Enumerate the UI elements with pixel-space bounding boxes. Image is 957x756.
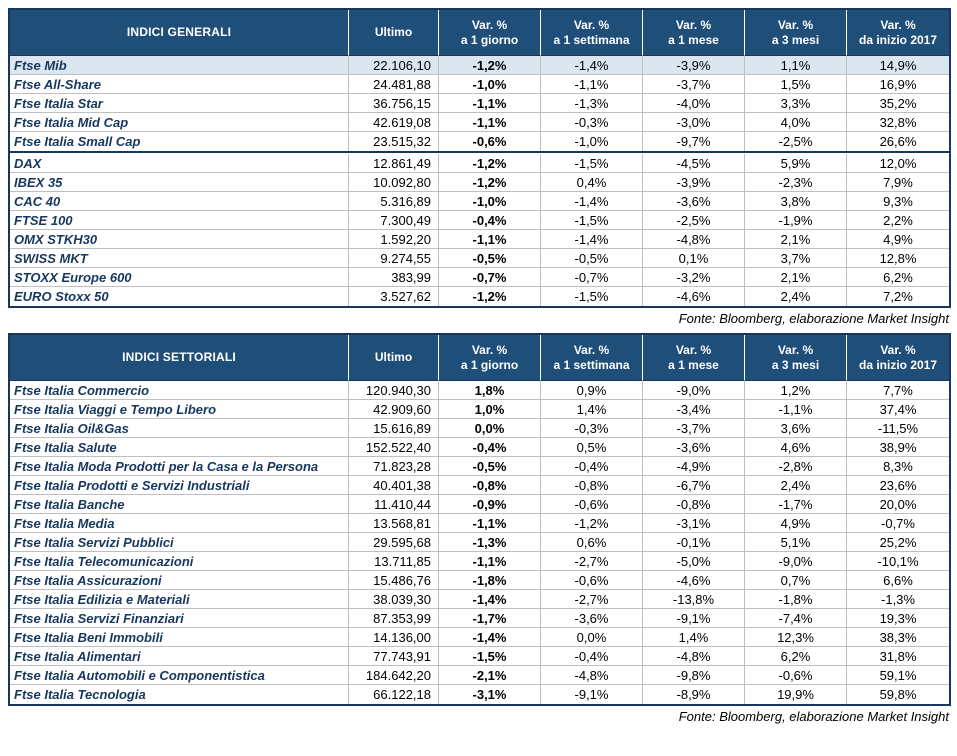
var-value: 9,3%	[847, 192, 949, 211]
indici-settoriali-table	[8, 333, 951, 706]
var-value: -5,0%	[643, 552, 745, 571]
var-value: -1,3%	[439, 533, 541, 552]
index-name: FTSE 100	[10, 211, 349, 230]
var-value: -2,8%	[745, 457, 847, 476]
var-value: -0,5%	[439, 457, 541, 476]
table-row	[10, 268, 949, 287]
var-value: -1,1%	[439, 113, 541, 132]
ultimo-value: 23.515,32	[349, 132, 439, 151]
var-value: -1,0%	[439, 75, 541, 94]
table-row	[10, 419, 949, 438]
index-name: Ftse Italia Assicurazioni	[10, 571, 349, 590]
ultimo-value: 15.616,89	[349, 419, 439, 438]
index-name: Ftse Italia Star	[10, 94, 349, 113]
column-header: Var. % a 3 mesi	[745, 10, 847, 56]
table-row	[10, 685, 949, 704]
var-value: 6,2%	[847, 268, 949, 287]
var-value: -1,1%	[541, 75, 643, 94]
column-header: Var. % a 1 mese	[643, 10, 745, 56]
ultimo-value: 152.522,40	[349, 438, 439, 457]
var-value: -9,7%	[643, 132, 745, 151]
ultimo-value: 11.410,44	[349, 495, 439, 514]
index-name: Ftse Italia Mid Cap	[10, 113, 349, 132]
var-value: -2,7%	[541, 590, 643, 609]
var-value: 3,7%	[745, 249, 847, 268]
index-name: Ftse Italia Small Cap	[10, 132, 349, 151]
var-value: -1,8%	[439, 571, 541, 590]
ultimo-value: 184.642,20	[349, 666, 439, 685]
var-value: 6,6%	[847, 571, 949, 590]
var-value: 20,0%	[847, 495, 949, 514]
table-row	[10, 287, 949, 306]
var-value: -4,8%	[643, 230, 745, 249]
table-row	[10, 514, 949, 533]
var-value: 6,2%	[745, 647, 847, 666]
index-name: Ftse Italia Commercio	[10, 381, 349, 400]
var-value: -1,3%	[847, 590, 949, 609]
index-name: DAX	[10, 154, 349, 173]
var-value: -1,2%	[439, 154, 541, 173]
var-value: 38,9%	[847, 438, 949, 457]
ultimo-value: 13.711,85	[349, 552, 439, 571]
index-name: Ftse Italia Alimentari	[10, 647, 349, 666]
var-value: 38,3%	[847, 628, 949, 647]
var-value: -1,0%	[439, 192, 541, 211]
var-value: -4,8%	[643, 647, 745, 666]
var-value: 1,8%	[439, 381, 541, 400]
header-row	[10, 335, 949, 381]
indici-generali-section	[8, 8, 949, 327]
var-value: -1,1%	[439, 514, 541, 533]
table-row	[10, 113, 949, 132]
var-value: -9,0%	[745, 552, 847, 571]
var-value: 59,1%	[847, 666, 949, 685]
var-value: 0,4%	[541, 173, 643, 192]
var-value: -1,8%	[745, 590, 847, 609]
var-value: -3,6%	[541, 609, 643, 628]
var-value: -0,6%	[439, 132, 541, 151]
column-header: Ultimo	[349, 10, 439, 56]
var-value: -1,4%	[439, 628, 541, 647]
var-value: 26,6%	[847, 132, 949, 151]
column-header: Var. % a 1 giorno	[439, 335, 541, 381]
var-value: 2,4%	[745, 476, 847, 495]
var-value: 0,5%	[541, 438, 643, 457]
var-value: 0,7%	[745, 571, 847, 590]
table-row	[10, 438, 949, 457]
var-value: -1,2%	[541, 514, 643, 533]
var-value: 4,9%	[847, 230, 949, 249]
column-header: Var. % a 1 settimana	[541, 335, 643, 381]
var-value: -9,1%	[541, 685, 643, 704]
var-value: -1,7%	[439, 609, 541, 628]
var-value: 59,8%	[847, 685, 949, 704]
var-value: 5,1%	[745, 533, 847, 552]
table-row	[10, 609, 949, 628]
var-value: -4,6%	[643, 287, 745, 306]
var-value: -1,7%	[745, 495, 847, 514]
var-value: -3,4%	[643, 400, 745, 419]
var-value: -0,6%	[541, 571, 643, 590]
ultimo-value: 12.861,49	[349, 154, 439, 173]
var-value: 3,8%	[745, 192, 847, 211]
table-row	[10, 230, 949, 249]
var-value: -6,7%	[643, 476, 745, 495]
var-value: -2,3%	[745, 173, 847, 192]
ultimo-value: 42.619,08	[349, 113, 439, 132]
ultimo-value: 40.401,38	[349, 476, 439, 495]
var-value: -2,7%	[541, 552, 643, 571]
var-value: 7,7%	[847, 381, 949, 400]
var-value: -1,0%	[541, 132, 643, 151]
var-value: 4,6%	[745, 438, 847, 457]
ultimo-value: 87.353,99	[349, 609, 439, 628]
var-value: 37,4%	[847, 400, 949, 419]
var-value: 2,1%	[745, 230, 847, 249]
var-value: -1,1%	[745, 400, 847, 419]
table-row	[10, 533, 949, 552]
column-header: Ultimo	[349, 335, 439, 381]
var-value: 4,0%	[745, 113, 847, 132]
var-value: -1,2%	[439, 287, 541, 306]
var-value: -3,2%	[643, 268, 745, 287]
table-row	[10, 211, 949, 230]
ultimo-value: 24.481,88	[349, 75, 439, 94]
index-name: Ftse Italia Salute	[10, 438, 349, 457]
var-value: 32,8%	[847, 113, 949, 132]
var-value: -1,2%	[439, 173, 541, 192]
index-name: Ftse Italia Viaggi e Tempo Libero	[10, 400, 349, 419]
var-value: -3,1%	[643, 514, 745, 533]
var-value: -3,6%	[643, 192, 745, 211]
index-name: Ftse Italia Oil&Gas	[10, 419, 349, 438]
table-row	[10, 154, 949, 173]
var-value: 12,8%	[847, 249, 949, 268]
table-row	[10, 476, 949, 495]
table-row	[10, 666, 949, 685]
var-value: 1,0%	[439, 400, 541, 419]
var-value: -9,0%	[643, 381, 745, 400]
var-value: 1,1%	[745, 56, 847, 75]
column-header: Var. % a 3 mesi	[745, 335, 847, 381]
var-value: 3,6%	[745, 419, 847, 438]
indici-settoriali-section	[8, 333, 949, 725]
ultimo-value: 14.136,00	[349, 628, 439, 647]
index-name: Ftse Italia Automobili e Componentistica	[10, 666, 349, 685]
table-row	[10, 571, 949, 590]
table-title: INDICI SETTORIALI	[10, 335, 349, 381]
var-value: 14,9%	[847, 56, 949, 75]
var-value: -0,8%	[439, 476, 541, 495]
var-value: 35,2%	[847, 94, 949, 113]
ultimo-value: 7.300,49	[349, 211, 439, 230]
var-value: 0,0%	[541, 628, 643, 647]
var-value: 2,1%	[745, 268, 847, 287]
table-row	[10, 192, 949, 211]
index-name: SWISS MKT	[10, 249, 349, 268]
index-name: IBEX 35	[10, 173, 349, 192]
index-name: CAC 40	[10, 192, 349, 211]
var-value: -4,6%	[643, 571, 745, 590]
table-row	[10, 173, 949, 192]
table-title: INDICI GENERALI	[10, 10, 349, 56]
var-value: 12,3%	[745, 628, 847, 647]
table-row	[10, 590, 949, 609]
var-value: -7,4%	[745, 609, 847, 628]
index-name: OMX STKH30	[10, 230, 349, 249]
var-value: 8,3%	[847, 457, 949, 476]
table-row	[10, 132, 949, 151]
var-value: 25,2%	[847, 533, 949, 552]
ultimo-value: 1.592,20	[349, 230, 439, 249]
column-header: Var. % a 1 giorno	[439, 10, 541, 56]
var-value: -11,5%	[847, 419, 949, 438]
column-header: Var. % da inizio 2017	[847, 10, 949, 56]
var-value: -4,5%	[643, 154, 745, 173]
var-value: -1,5%	[439, 647, 541, 666]
var-value: -3,9%	[643, 56, 745, 75]
var-value: -4,8%	[541, 666, 643, 685]
var-value: 1,4%	[541, 400, 643, 419]
source-note: Fonte: Bloomberg, elaborazione Market Insight	[678, 709, 949, 724]
var-value: 7,9%	[847, 173, 949, 192]
var-value: -0,7%	[541, 268, 643, 287]
var-value: -1,4%	[541, 192, 643, 211]
var-value: 1,4%	[643, 628, 745, 647]
var-value: -1,4%	[541, 230, 643, 249]
index-name: Ftse Italia Servizi Finanziari	[10, 609, 349, 628]
var-value: 2,4%	[745, 287, 847, 306]
var-value: 3,3%	[745, 94, 847, 113]
var-value: -3,7%	[643, 75, 745, 94]
var-value: -0,4%	[439, 211, 541, 230]
table-row	[10, 56, 949, 75]
index-name: Ftse Italia Moda Prodotti per la Casa e la Persona	[10, 457, 349, 476]
ultimo-value: 15.486,76	[349, 571, 439, 590]
ultimo-value: 5.316,89	[349, 192, 439, 211]
index-name: Ftse All-Share	[10, 75, 349, 94]
index-name: Ftse Italia Media	[10, 514, 349, 533]
var-value: -1,9%	[745, 211, 847, 230]
var-value: 1,2%	[745, 381, 847, 400]
index-name: STOXX Europe 600	[10, 268, 349, 287]
var-value: -3,7%	[643, 419, 745, 438]
ultimo-value: 3.527,62	[349, 287, 439, 306]
index-name: Ftse Italia Beni Immobili	[10, 628, 349, 647]
table-row	[10, 628, 949, 647]
ultimo-value: 13.568,81	[349, 514, 439, 533]
var-value: -0,5%	[439, 249, 541, 268]
ultimo-value: 22.106,10	[349, 56, 439, 75]
var-value: -1,4%	[439, 590, 541, 609]
table-row	[10, 249, 949, 268]
var-value: 1,5%	[745, 75, 847, 94]
var-value: -9,1%	[643, 609, 745, 628]
table-row	[10, 495, 949, 514]
column-header: Var. % a 1 mese	[643, 335, 745, 381]
var-value: -1,2%	[439, 56, 541, 75]
var-value: -0,7%	[439, 268, 541, 287]
var-value: -4,0%	[643, 94, 745, 113]
table-row	[10, 457, 949, 476]
var-value: -1,5%	[541, 154, 643, 173]
var-value: -1,4%	[541, 56, 643, 75]
var-value: -1,1%	[439, 94, 541, 113]
var-value: 0,0%	[439, 419, 541, 438]
var-value: -2,1%	[439, 666, 541, 685]
var-value: 12,0%	[847, 154, 949, 173]
var-value: -3,1%	[439, 685, 541, 704]
var-value: -0,6%	[541, 495, 643, 514]
var-value: -3,6%	[643, 438, 745, 457]
var-value: -13,8%	[643, 590, 745, 609]
var-value: -0,4%	[541, 647, 643, 666]
var-value: -0,4%	[541, 457, 643, 476]
ultimo-value: 383,99	[349, 268, 439, 287]
var-value: 0,1%	[643, 249, 745, 268]
var-value: -8,9%	[643, 685, 745, 704]
ultimo-value: 9.274,55	[349, 249, 439, 268]
var-value: -1,3%	[541, 94, 643, 113]
var-value: -0,3%	[541, 419, 643, 438]
index-name: EURO Stoxx 50	[10, 287, 349, 306]
ultimo-value: 71.823,28	[349, 457, 439, 476]
index-name: Ftse Italia Telecomunicazioni	[10, 552, 349, 571]
var-value: -1,5%	[541, 287, 643, 306]
ultimo-value: 36.756,15	[349, 94, 439, 113]
table-row	[10, 75, 949, 94]
table-row	[10, 94, 949, 113]
var-value: -0,4%	[439, 438, 541, 457]
ultimo-value: 10.092,80	[349, 173, 439, 192]
var-value: -4,9%	[643, 457, 745, 476]
index-name: Ftse Italia Tecnologia	[10, 685, 349, 704]
var-value: 5,9%	[745, 154, 847, 173]
index-name: Ftse Italia Edilizia e Materiali	[10, 590, 349, 609]
var-value: -2,5%	[745, 132, 847, 151]
var-value: 19,3%	[847, 609, 949, 628]
table-row	[10, 381, 949, 400]
var-value: -0,3%	[541, 113, 643, 132]
var-value: -10,1%	[847, 552, 949, 571]
var-value: 19,9%	[745, 685, 847, 704]
var-value: 2,2%	[847, 211, 949, 230]
table-row	[10, 647, 949, 666]
var-value: -1,1%	[439, 552, 541, 571]
var-value: 4,9%	[745, 514, 847, 533]
var-value: 0,6%	[541, 533, 643, 552]
var-value: -0,8%	[643, 495, 745, 514]
ultimo-value: 29.595,68	[349, 533, 439, 552]
var-value: -0,7%	[847, 514, 949, 533]
index-name: Ftse Italia Servizi Pubblici	[10, 533, 349, 552]
column-header: Var. % da inizio 2017	[847, 335, 949, 381]
header-row	[10, 10, 949, 56]
var-value: -0,5%	[541, 249, 643, 268]
var-value: -1,1%	[439, 230, 541, 249]
index-name: Ftse Italia Banche	[10, 495, 349, 514]
var-value: -3,0%	[643, 113, 745, 132]
index-name: Ftse Italia Prodotti e Servizi Industriali	[10, 476, 349, 495]
ultimo-value: 77.743,91	[349, 647, 439, 666]
var-value: 7,2%	[847, 287, 949, 306]
var-value: -9,8%	[643, 666, 745, 685]
ultimo-value: 66.122,18	[349, 685, 439, 704]
indici-generali-table	[8, 8, 951, 308]
var-value: 0,9%	[541, 381, 643, 400]
var-value: -0,8%	[541, 476, 643, 495]
var-value: -1,5%	[541, 211, 643, 230]
var-value: 23,6%	[847, 476, 949, 495]
column-header: Var. % a 1 settimana	[541, 10, 643, 56]
var-value: -2,5%	[643, 211, 745, 230]
ultimo-value: 120.940,30	[349, 381, 439, 400]
var-value: -0,9%	[439, 495, 541, 514]
var-value: -3,9%	[643, 173, 745, 192]
var-value: -0,1%	[643, 533, 745, 552]
var-value: 31,8%	[847, 647, 949, 666]
table-row	[10, 552, 949, 571]
var-value: -0,6%	[745, 666, 847, 685]
var-value: 16,9%	[847, 75, 949, 94]
index-name: Ftse Mib	[10, 56, 349, 75]
ultimo-value: 38.039,30	[349, 590, 439, 609]
table-row	[10, 400, 949, 419]
source-note: Fonte: Bloomberg, elaborazione Market Insight	[678, 311, 949, 326]
ultimo-value: 42.909,60	[349, 400, 439, 419]
